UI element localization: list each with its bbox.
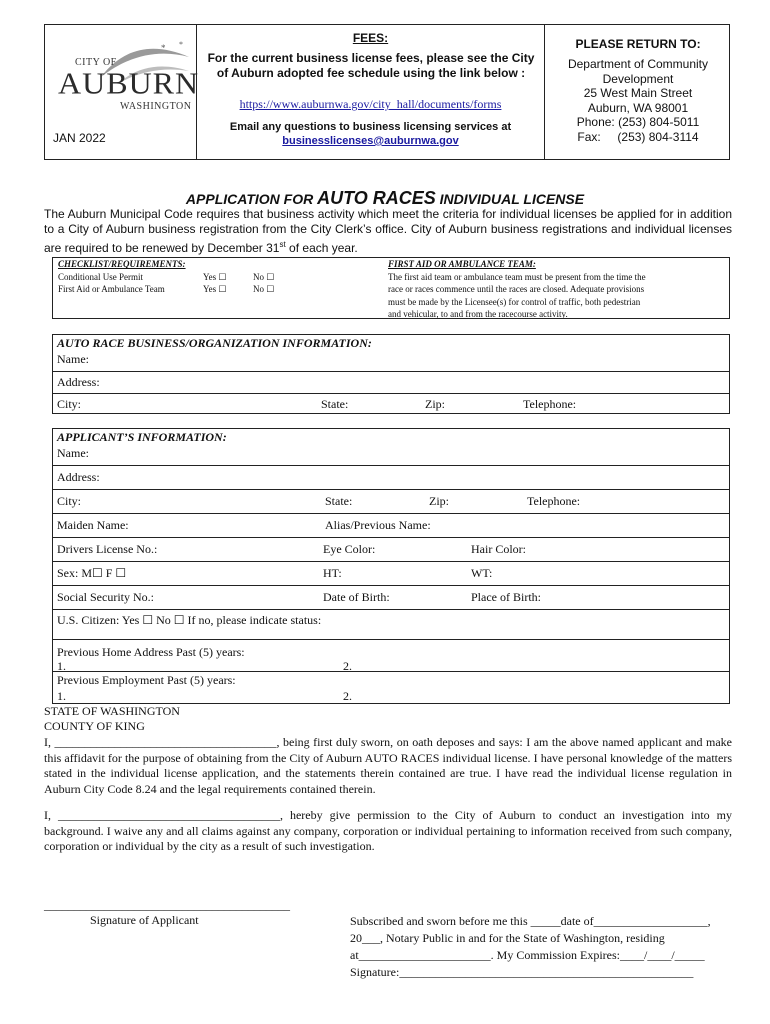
logo-washington: WASHINGTON [120,101,192,112]
venue-block [44,704,180,734]
hair-color-label: Hair Color: [471,542,526,556]
prev-home-row[interactable] [53,639,729,671]
venue-county: COUNTY OF KING [44,719,145,733]
applicant-heading: APPLICANT’S INFORMATION: [57,430,227,444]
notary-line2[interactable]: 20___, Notary Public in and for the State of Washington, residing [350,931,665,945]
checklist-heading: CHECKLIST/REQUIREMENTS: [58,259,186,269]
citizen-checkboxes[interactable]: U.S. Citizen: Yes ☐ No ☐ If no, please indicate status: [57,613,322,627]
maiden-name-label: Maiden Name: [57,518,129,532]
applicant-signature-label: Signature of Applicant [90,913,199,927]
applicant-city-label: City: [57,494,82,508]
business-name-row[interactable] [53,335,729,371]
prev-home-label: Previous Home Address Past (5) years: [57,645,245,659]
pob-label: Place of Birth: [471,590,541,604]
weight-label: WT: [471,566,493,580]
return-address [545,57,731,144]
prev-home-1: 1. [57,659,66,673]
permission-paragraph: I, _____________________________________, hereby give permission to the City of Auburn to conduct an investigation into my background. I waive any and all claims against any company, corporation or individual pertaining to information received from such company, corporation or individual by the city as a result of such investigation. [44,808,732,853]
title-big: AUTO RACES [317,188,436,208]
prev-home-2: 2. [343,659,352,673]
applicant-citizen-row[interactable] [53,609,729,639]
title-suffix: INDIVIDUAL LICENSE [435,191,585,207]
applicant-dl-row[interactable] [53,537,729,561]
return-cell [545,25,731,159]
first-aid-heading: FIRST AID OR AMBULANCE TEAM: [388,259,536,269]
prev-emp-label: Previous Employment Past (5) years: [57,673,236,687]
fees-text: For the current business license fees, please see the City of Auburn adopted fee schedule using the link below : [207,51,535,80]
return-line4: Auburn, WA 98001 [587,100,689,115]
fees-email-link[interactable]: businesslicenses@auburnwa.gov [282,135,459,147]
business-zip-label: Zip: [425,397,445,411]
drivers-license-label: Drivers License No.: [57,542,158,556]
business-city-row[interactable] [53,393,729,415]
checklist-item-label: First Aid or Ambulance Team [58,284,165,294]
applicant-signature-line[interactable]: _________________________________________ [44,898,290,912]
return-title: PLEASE RETURN TO: [575,37,701,51]
alias-label: Alias/Previous Name: [325,518,431,532]
svg-text:*: * [179,40,183,49]
business-address-row[interactable] [53,371,729,393]
first-aid-line: and vehicular, to and from the racecourse activity. [388,309,568,319]
prev-emp-2: 2. [343,689,352,703]
applicant-zip-label: Zip: [429,494,449,508]
return-line2: Development [602,71,674,86]
first-aid-line: must be made by the Licensee(s) for control of traffic, both pedestrian [388,296,641,307]
logo-auburn: AUBURN [58,65,200,101]
checkbox-no[interactable]: No ☐ [253,271,275,282]
applicant-name-row[interactable] [53,429,729,465]
return-fax: Fax: (253) 804-3114 [577,129,699,144]
checklist-item-label: Conditional Use Permit [58,271,143,282]
applicant-info-box [52,428,730,704]
business-name-label: Name: [57,352,89,366]
fees-email-block [197,120,544,148]
notary-line3[interactable]: at______________________. My Commission Expires:____/____/_____ [350,948,705,962]
applicant-telephone-label: Telephone: [527,494,581,508]
ssn-label: Social Security No.: [57,590,154,604]
applicant-name-label: Name: [57,446,89,460]
form-date: JAN 2022 [53,131,106,145]
first-aid-line: race or races commence until the races are closed. Adequate provisions [388,284,645,294]
return-phone: Phone: (253) 804-5011 [576,115,700,129]
checkbox-yes[interactable]: Yes ☐ [203,271,227,282]
intro-text: The Auburn Municipal Code requires that business activity which meet the criteria for individual licenses be applied for in addition to a City of Auburn business registration from the City Clerk’s office. City of Auburn business registrations and individual licenses are required to be renewed by December 31 [44,207,732,255]
intro-sup: st [279,240,286,249]
fees-cell [197,25,545,159]
business-address-label: Address: [57,375,100,389]
sex-checkboxes[interactable]: Sex: M☐ F ☐ [57,566,127,580]
venue-state: STATE OF WASHINGTON [44,704,180,718]
header-table [44,24,730,160]
logo-cell [45,25,200,159]
fees-email-text: Email any questions to business licensing services at [229,121,512,133]
height-label: HT: [323,566,342,580]
page-title [0,188,770,209]
svg-text:*: * [161,43,166,53]
business-info-box [52,334,730,414]
checklist-frame [52,257,730,319]
logo-city-of: CITY OF [75,57,117,68]
affidavit-paragraph: I, _____________________________________, being first duly sworn, on oath deposes and says: I am the above named applicant and make this affidavit for the purpose of obtaining from the City of Auburn AUTO RACES individual license. I have personal knowledge of the matters stated in the individual license application, and the statements therein contained are true. I have read the individual license regulation in Auburn City Code 8.24 and the legal requirements contained therein. [44,735,732,796]
applicant-address-row[interactable] [53,465,729,489]
return-line3: 25 West Main Street [583,86,693,100]
intro-text-end: of each year. [285,241,358,255]
first-aid-line: The first aid team or ambulance team must be present from the time the [388,271,646,282]
intro-paragraph [44,207,732,256]
business-state-label: State: [321,397,349,411]
prev-emp-1: 1. [57,689,66,703]
applicant-maiden-row[interactable] [53,513,729,537]
dob-label: Date of Birth: [323,590,390,604]
notary-block [350,913,711,981]
applicant-sex-row[interactable] [53,561,729,585]
business-city-label: City: [57,397,82,411]
return-line1: Department of Community [567,57,709,71]
title-prefix: APPLICATION FOR [185,191,318,207]
prev-emp-row[interactable] [53,671,729,705]
business-heading: AUTO RACE BUSINESS/ORGANIZATION INFORMATION: [57,336,372,350]
applicant-state-label: State: [325,494,353,508]
notary-signature[interactable]: Signature:_________________________________________________ [350,965,694,979]
notary-line1[interactable]: Subscribed and sworn before me this _____date of___________________, [350,914,711,928]
checkbox-yes[interactable]: Yes ☐ [203,284,227,294]
applicant-address-label: Address: [57,470,100,484]
fees-title: FEES: [352,31,389,45]
eye-color-label: Eye Color: [323,542,376,556]
fees-link[interactable]: https://www.auburnwa.gov/city_hall/documents/forms [239,97,502,111]
checkbox-no[interactable]: No ☐ [253,284,275,294]
applicant-city-row[interactable] [53,489,729,513]
business-telephone-label: Telephone: [523,397,577,411]
applicant-ssn-row[interactable] [53,585,729,609]
